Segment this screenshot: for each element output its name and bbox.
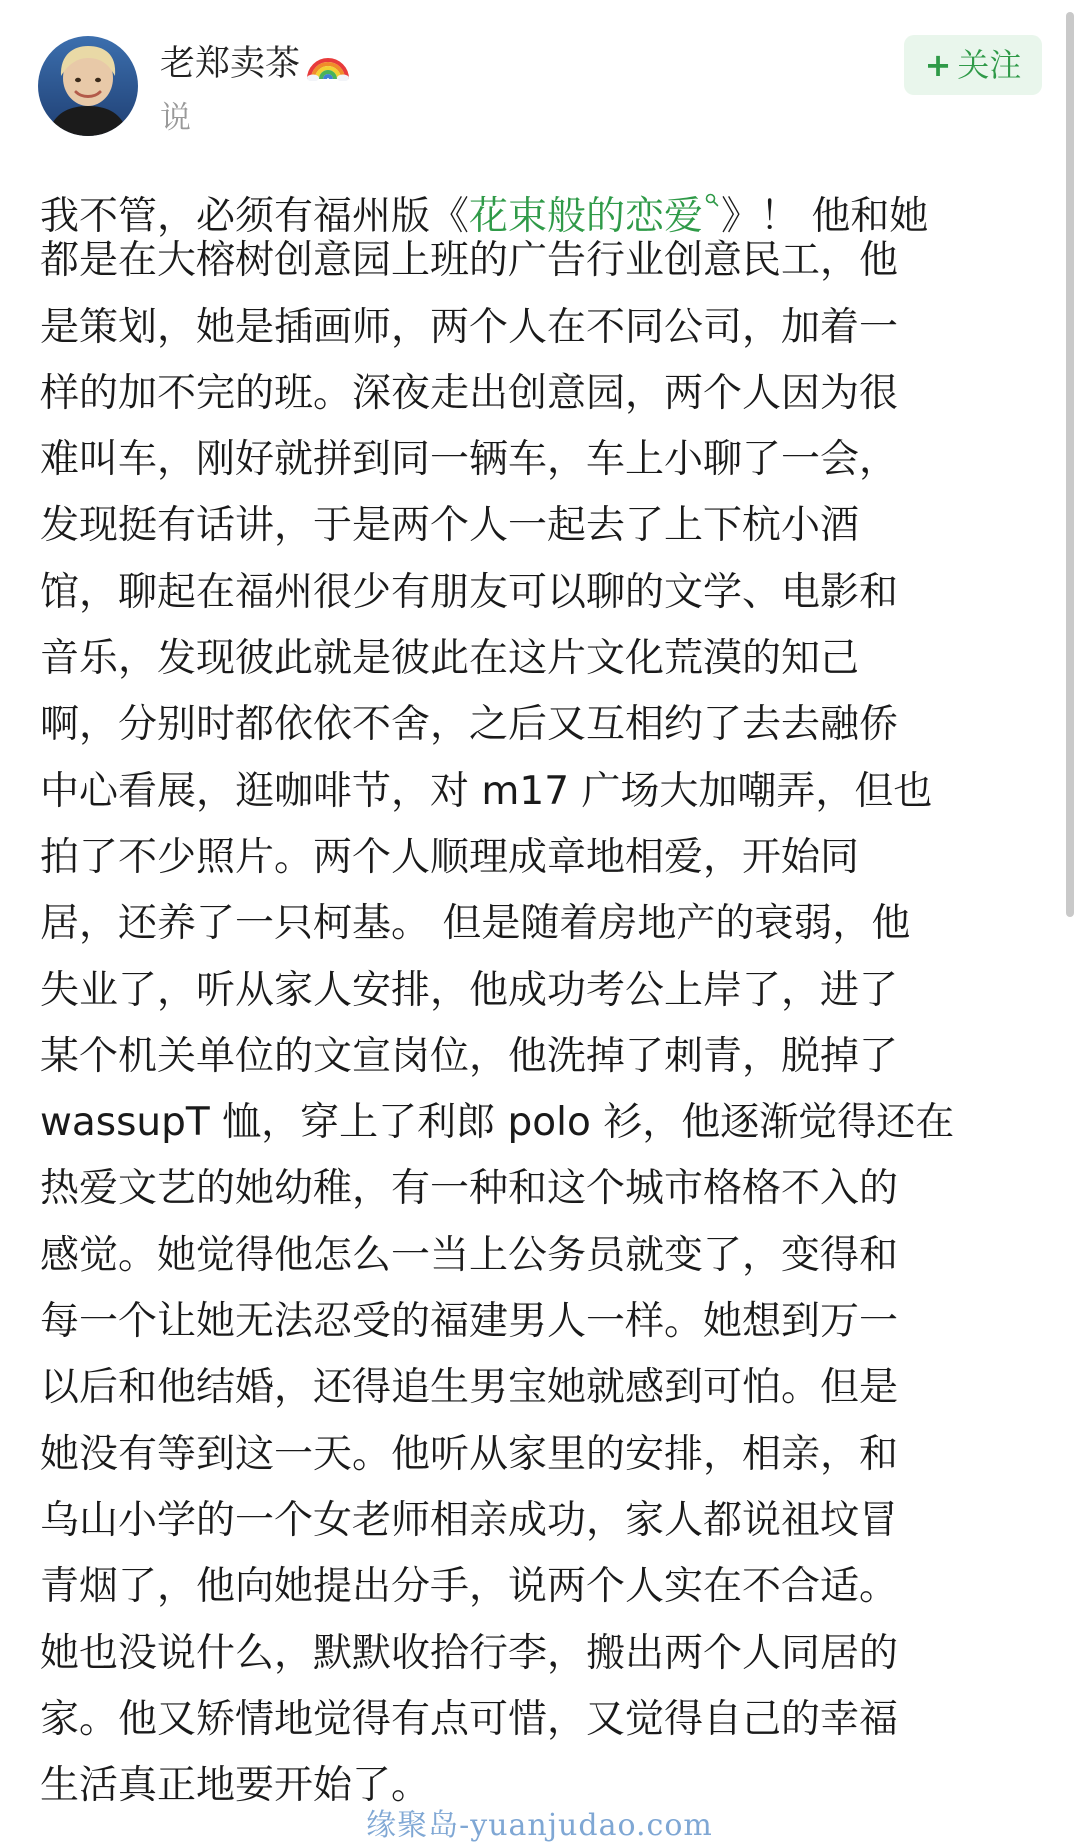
post-line: 家。他又矫情地觉得有点可惜，又觉得自己的幸福 — [40, 1696, 899, 1742]
follow-label: 关注 — [957, 46, 1022, 84]
search-icon — [705, 162, 719, 228]
post-line: wassupT 恤，穿上了利郎 polo 衫，他逐渐觉得还在 — [40, 1100, 955, 1146]
post-line: 是策划，她是插画师，两个人在不同公司，加着一 — [40, 304, 899, 350]
post-line: 青烟了，他向她提出分手，说两个人实在不合适。 — [40, 1564, 899, 1610]
user-avatar-icon — [38, 36, 138, 136]
post-line: 乌山小学的一个女老师相亲成功，家人都说祖坟冒 — [40, 1497, 899, 1543]
post-header — [0, 0, 1079, 150]
post-line: 都是在大榕树创意园上班的广告行业创意民工，他 — [40, 238, 899, 284]
author-avatar[interactable] — [38, 36, 138, 136]
author-name: 老郑卖茶 — [160, 44, 301, 84]
post-line: 啊，分别时都依依不舍，之后又互相约了去去融侨 — [40, 702, 899, 748]
topic-link[interactable]: 花束般的恋爱 — [469, 194, 721, 239]
post-line: 馆，聊起在福州很少有朋友可以聊的文学、电影和 — [40, 569, 899, 615]
post-body — [40, 162, 1040, 1819]
post-line: 发现挺有话讲，于是两个人一起去了上下杭小酒 — [40, 503, 860, 549]
author-name-row[interactable] — [160, 40, 350, 94]
post-line: 居，还养了一只柯基。 但是随着房地产的衰弱，他 — [40, 901, 911, 947]
post-line: 难叫车，刚好就拼到同一辆车，车上小聊了一会， — [40, 437, 899, 483]
scrollbar[interactable] — [1066, 12, 1074, 917]
post-line: 某个机关单位的文宣岗位，他洗掉了刺青，脱掉了 — [40, 1033, 899, 1079]
post-line: 每一个让她无法忍受的福建男人一样。她想到万一 — [40, 1299, 899, 1345]
post-line: 拍了不少照片。两个人顺理成章地相爱，开始同 — [40, 834, 860, 880]
post-line: 感觉。她觉得他怎么一当上公务员就变了，变得和 — [40, 1232, 899, 1278]
post-line: 生活真正地要开始了。 — [40, 1763, 431, 1809]
post-line: 她没有等到这一天。他听从家里的安排，相亲，和 — [40, 1431, 899, 1477]
post-line: 热爱文艺的她幼稚，有一种和这个城市格格不入的 — [40, 1166, 899, 1212]
post-line: 以后和他结婚，还得追生男宝她就感到可怕。但是 — [40, 1365, 899, 1411]
plus-icon: + — [924, 46, 952, 84]
post-line: 她也没说什么，默默收拾行李，搬出两个人同居的 — [40, 1630, 899, 1676]
rainbow-icon — [306, 46, 350, 94]
author-sub-label: 说 — [160, 100, 191, 136]
watermark: 缘聚岛-yuanjudao.com — [366, 1808, 713, 1843]
post-line: 音乐，发现彼此就是彼此在这片文化荒漠的知己 — [40, 636, 860, 682]
post-line: 中心看展，逛咖啡节，对 m17 广场大加嘲弄，但也 — [40, 768, 933, 814]
post-line: 失业了，听从家人安排，他成功考公上岸了，进了 — [40, 967, 899, 1013]
follow-button[interactable] — [904, 35, 1042, 95]
post-line: 样的加不完的班。深夜走出创意园，两个人因为很 — [40, 370, 899, 416]
post-line-first: 我不管，必须有福州版《花束般的恋爱 》！ 他和她 — [40, 162, 1040, 228]
